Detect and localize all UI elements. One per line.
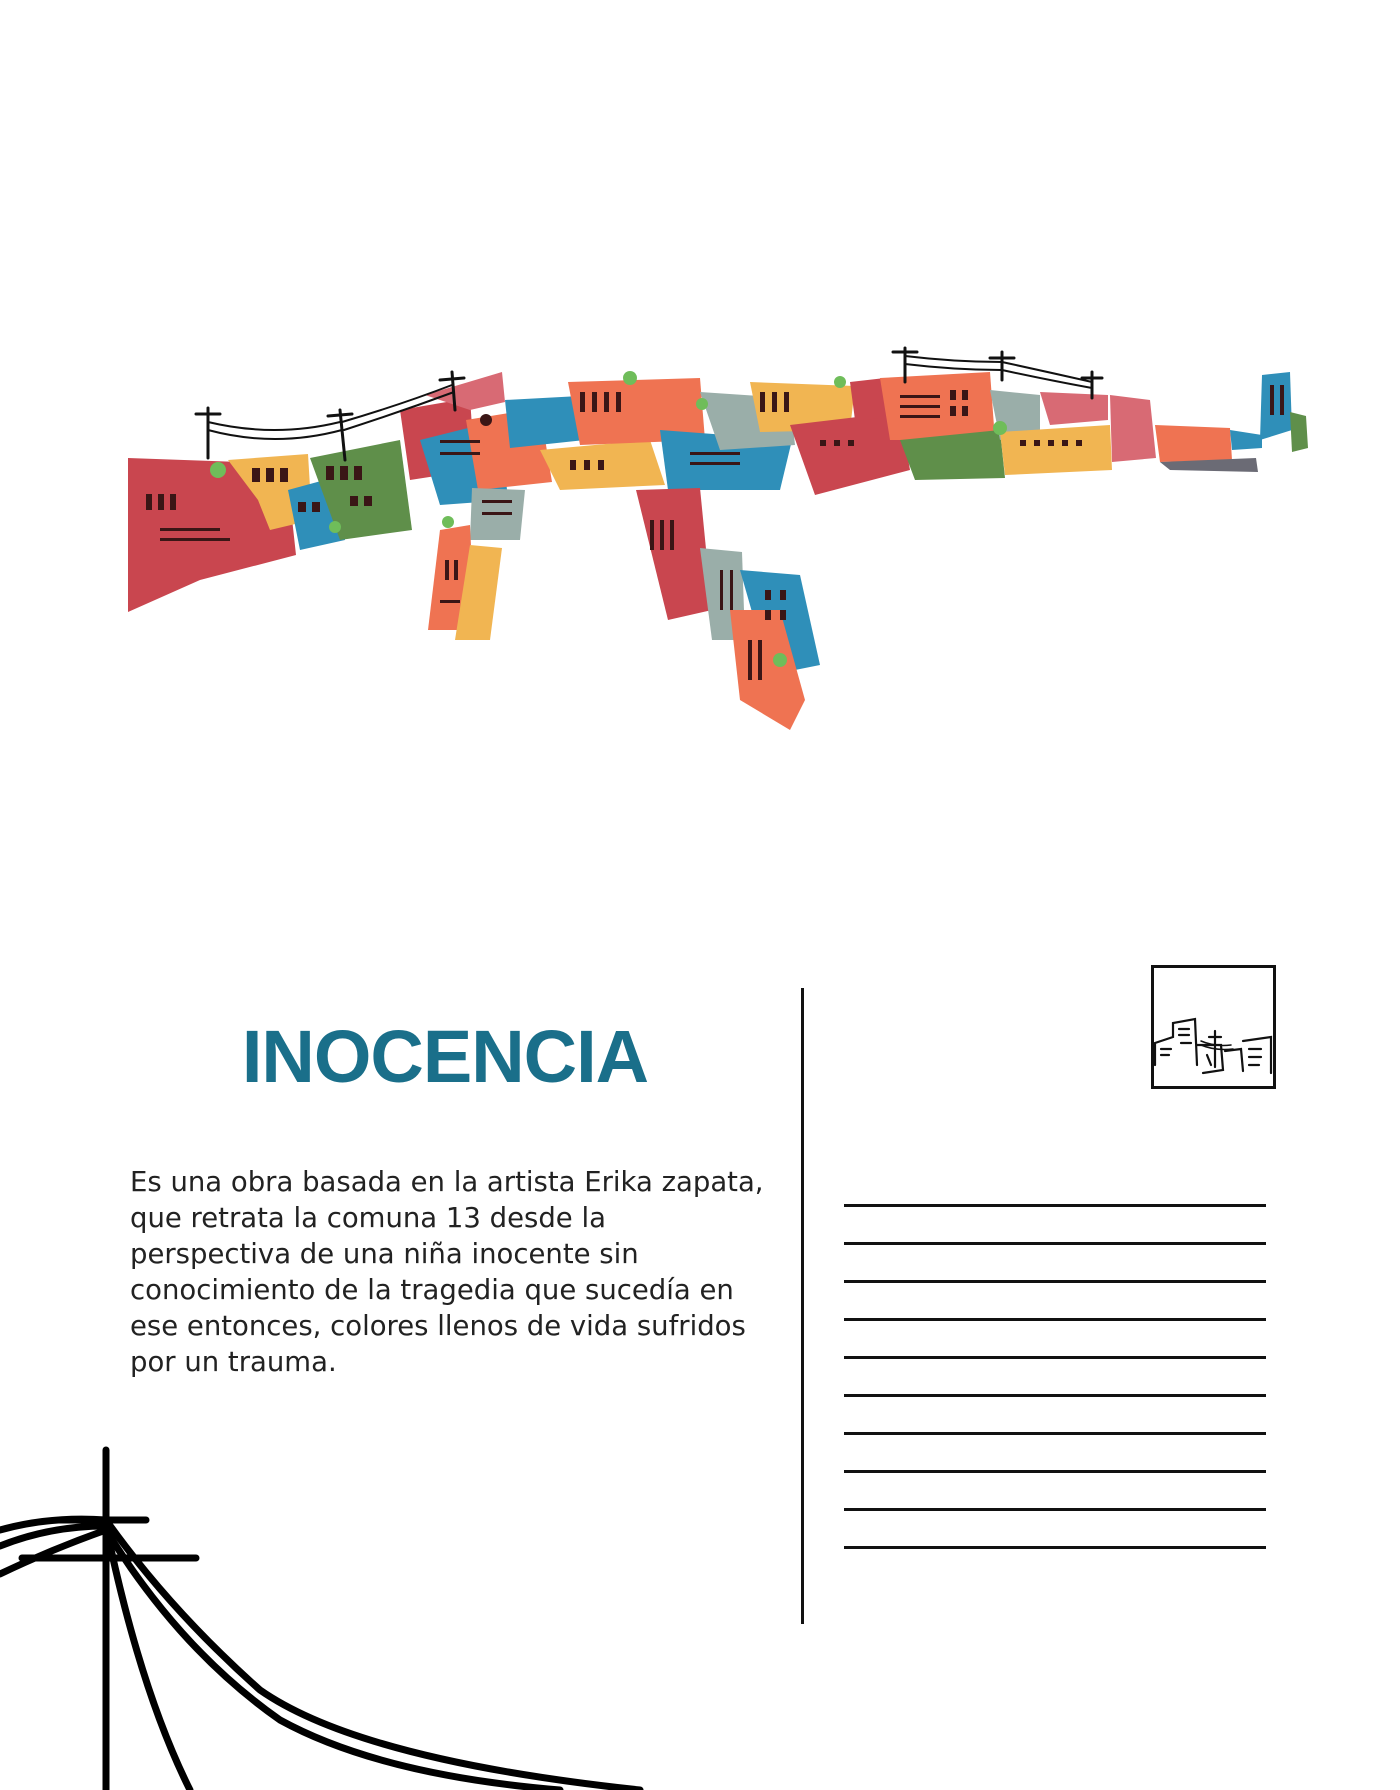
rifle-magazine: [636, 488, 820, 730]
postcard-divider: [801, 988, 804, 1624]
postcard-title: INOCENCIA: [241, 1015, 649, 1098]
address-line: [844, 1356, 1266, 1359]
city-buildings-stamp-icon: [1151, 965, 1276, 1089]
address-line: [844, 1318, 1266, 1321]
rifle-stock: [128, 440, 412, 612]
rifle-receiver: [400, 372, 1308, 505]
rifle-grip: [428, 488, 525, 640]
address-line: [844, 1508, 1266, 1511]
colorful-buildings-rifle-illustration: [0, 0, 1400, 800]
address-line: [844, 1432, 1266, 1435]
address-line: [844, 1242, 1266, 1245]
address-line: [844, 1546, 1266, 1549]
address-line: [844, 1204, 1266, 1207]
postcard-description: Es una obra basada en la artista Erika zapata, que retrata la comuna 13 desde la perspectiva de una niña inocente sin conocimiento de la tragedia que sucedía en ese entonces, colores llenos de vida sufridos por un trauma.: [130, 1166, 764, 1378]
address-lines: [844, 1204, 1266, 1584]
address-line: [844, 1280, 1266, 1283]
address-line: [844, 1394, 1266, 1397]
address-line: [844, 1470, 1266, 1473]
power-pole-wires-icon: [0, 1430, 700, 1790]
